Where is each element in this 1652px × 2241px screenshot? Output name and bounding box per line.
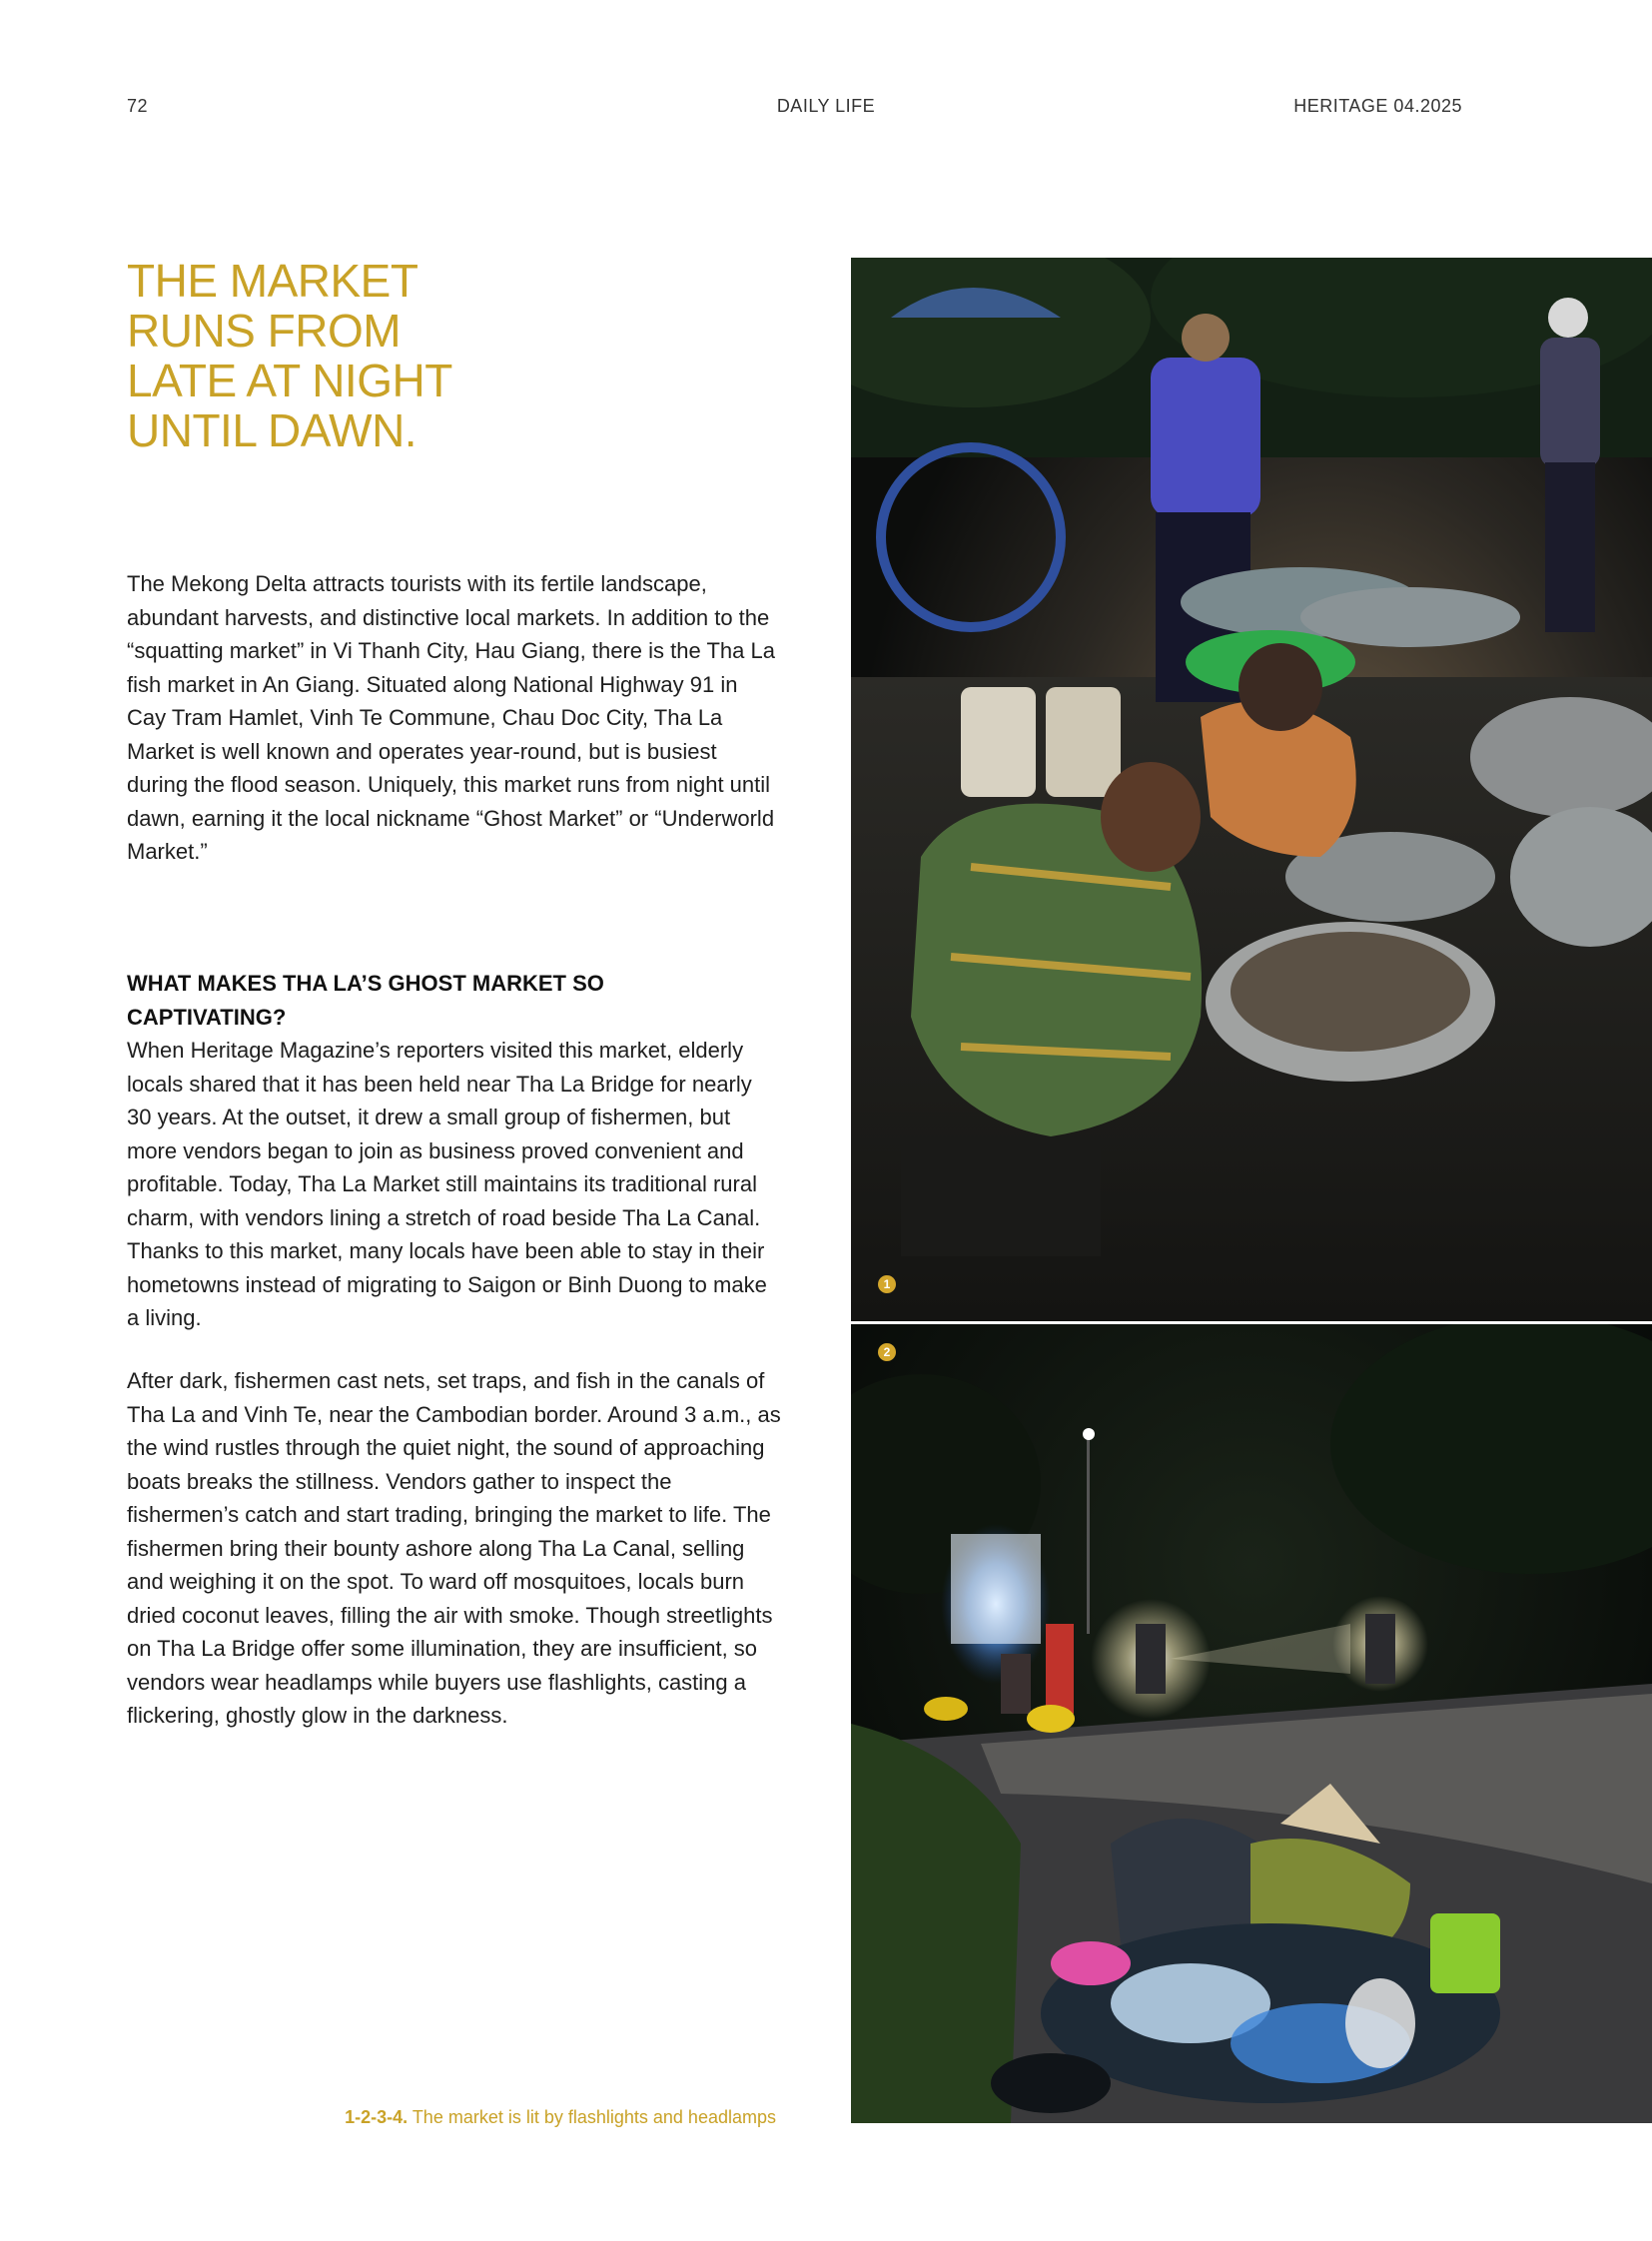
photo-fish-sorting-image (851, 258, 1652, 1321)
photo-number-badge: 2 (878, 1343, 896, 1361)
section-heading: WHAT MAKES THA LA’S GHOST MARKET SO CAPTIVATING? (127, 971, 604, 1030)
intro-paragraph: The Mekong Delta attracts tourists with its fertile landscape, abundant harvests, and distinctive local markets. In addition to the “squatting market” in Vi Thanh City, Hau Giang, there is the Tha La fish market in An Giang. Situated along National Highway 91 in Cay Tram Hamlet, Vinh Te Commune, Chau Doc City, Tha La Market is well known and operates year-round, but is busiest during the flood season. Uniquely, this market runs from night until dawn, earning it the local nickname “Ghost Market” or “Underworld Market.” (127, 571, 775, 864)
issue-label: HERITAGE 04.2025 (1293, 96, 1462, 116)
pullquote: THE MARKET RUNS FROM LATE AT NIGHT UNTIL DAWN. (127, 255, 451, 456)
photo-fish-sorting (851, 258, 1652, 1321)
caption-text: The market is lit by flashlights and headlamps (412, 2107, 776, 2127)
photo-night-road-market-image (851, 1324, 1652, 2123)
photo-number-badge: 1 (878, 1275, 896, 1293)
caption-label: 1-2-3-4. (345, 2107, 409, 2127)
photo-caption (345, 2107, 776, 2128)
photo-night-road-market (851, 1324, 1652, 2123)
body-paragraph: When Heritage Magazine’s reporters visited this market, elderly locals shared that it has been held near Tha La Bridge for nearly 30 years. At the outset, it drew a small group of fishermen, but more vendors began to join as business proved convenient and profitable. Today, Tha La Market still maintains its traditional rural charm, with vendors lining a stretch of road beside Tha La Canal. Thanks to this market, many locals have been able to stay in their hometowns instead of migrating to Saigon or Binh Duong to make a living. (127, 1038, 767, 1330)
page-number: 72 (127, 96, 149, 116)
body-paragraph: After dark, fishermen cast nets, set traps, and fish in the canals of Tha La and Vinh Te, near the Cambodian border. Around 3 a.m., as the wind rustles through the quiet night, the sound of approaching boats breaks the stillness. Vendors gather to inspect the fishermen’s catch and start trading, bringing the market to life. The fishermen bring their bounty ashore along Tha La Canal, selling and weighing it on the spot. To ward off mosquitoes, locals burn dried coconut leaves, filling the air with smoke. Though streetlights on Tha La Bridge offer some illumination, they are insufficient, so vendors wear headlamps while buyers use flashlights, casting a flickering, ghostly glow in the darkness. (127, 1368, 781, 1728)
section-label: DAILY LIFE (776, 96, 876, 116)
